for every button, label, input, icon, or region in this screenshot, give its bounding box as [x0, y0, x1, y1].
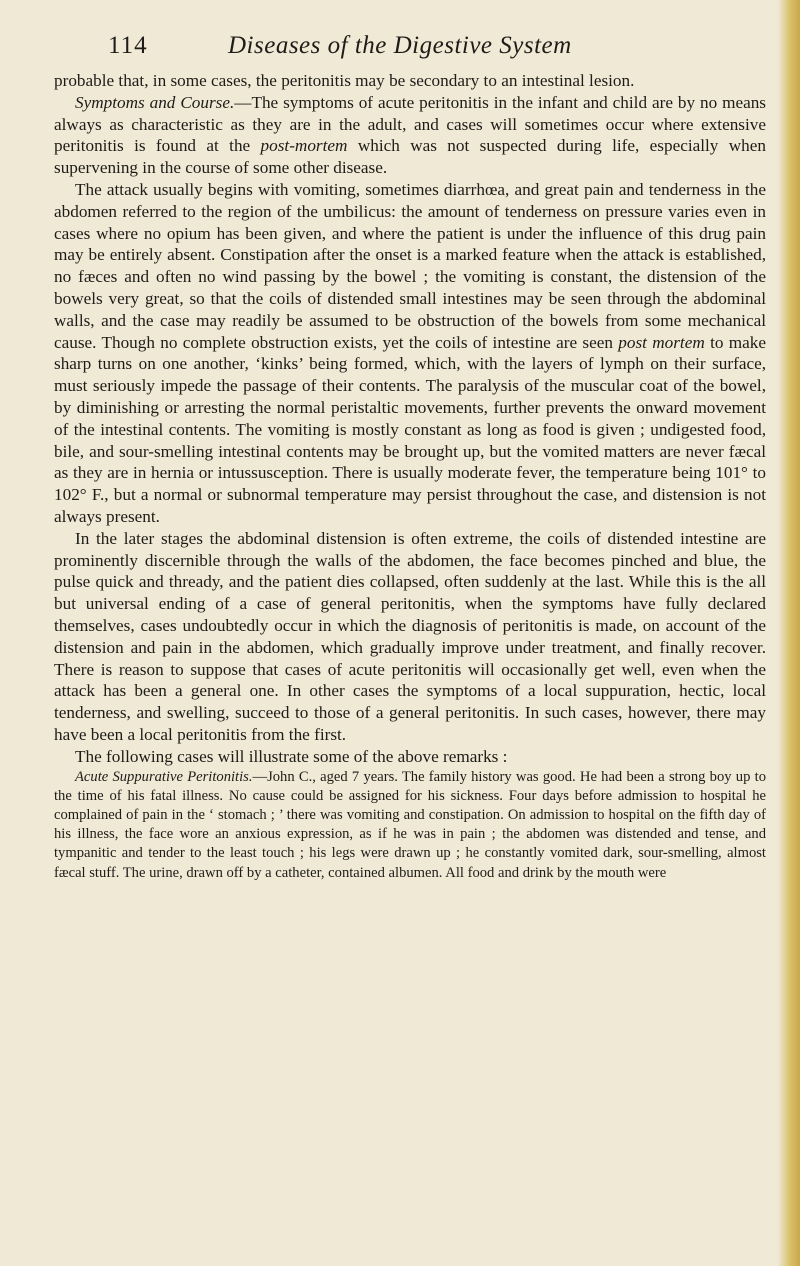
body-text [54, 70, 766, 883]
paragraph-attack [54, 179, 766, 528]
paragraph-italic-term: post mortem [618, 332, 705, 352]
paragraph-text: In the later stages the abdominal distension is often extreme, the coils of distended intestine are prominently discernible through the walls of the abdomen, the face becomes pinched and blue, the pulse quick and thready, and the patient dies collapsed, often suddenly at the last. While this is the all but universal ending of a case of general peritonitis, when the symptoms have fully declared themselves, cases undoubtedly occur in which the diagnosis of peritonitis is made, on account of the distension and pain in the abdomen, which gradually improve under treatment, and finally recover. There is reason to suppose that cases of acute peritonitis will occasionally get well, even when the attack has been a general one. In other cases the symptoms of a local suppuration, hectic, local tenderness, and swelling, succeed to those of a general peritonitis. In such cases, however, there may have been a local peritonitis from the first. [54, 528, 766, 744]
paragraph-text: which was not suspected during life, especially when supervening in the course of some other disease. [54, 136, 766, 178]
paragraph-text: —The symptoms of acute peritonitis in the infant and child are by no means always as characteristic as they are in the adult, and cases will sometimes occur where extensive peritonitis is found at the [54, 92, 766, 156]
case-heading: Acute Suppurative Peritonitis. [75, 768, 253, 785]
page-edge-shadow [778, 0, 800, 1266]
paragraph-text: probable that, in some cases, the peritonitis may be secondary to an intestinal lesion. [54, 71, 635, 90]
page-number: 114 [108, 32, 148, 59]
paragraph-symptoms-and-course [54, 92, 766, 179]
page-header [108, 28, 768, 68]
running-title: Diseases of the Digestive System [228, 32, 572, 59]
case-text: —John C., aged 7 years. The family history was good. He had been a strong boy up to the time of his fatal illness. No cause could be assigned for his sickness. Four days before admission to hospital he complained of pain in the ‘ stomach ; ’ there was vomiting and constipation. On admission to hospital on the fifth day of his illness, the face wore an anxious expression, as if he was in pain ; the abdomen was distended and tense, and tympanitic and tender to the least touch ; his legs were drawn up ; he constantly vomited dark, sour-smelling, almost fæcal stuff. The urine, drawn off by a catheter, contained albumen. All food and drink by the mouth were [54, 768, 766, 881]
paragraph-continuation [54, 70, 766, 92]
paragraph-text: The following cases will illustrate some of the above remarks : [75, 746, 508, 766]
paragraph-text: to make sharp turns on one another, ‘kinks’ being formed, which, with the layers of lymph on their surface, must seriously impede the passage of their contents. The paralysis of the muscular coat of the bowel, by diminishing or arresting the normal peristaltic movements, further prevents the onward movement of the intestinal contents. The vomiting is mostly constant as long as food is given ; undigested food, bile, and sour-smelling intestinal contents may be brought up, but the vomited matters are never fæcal as they are in hernia or intussusception. There is usually moderate fever, the temperature being 101° to 102° F., but a normal or subnormal temperature may persist throughout the case, and distension is not always present. [54, 332, 766, 526]
section-heading: Symptoms and Course. [75, 92, 235, 112]
paragraph-later-stages [54, 528, 766, 746]
paragraph-text: The attack usually begins with vomiting, sometimes diarrhœa, and great pain and tenderness in the abdomen referred to the region of the umbilicus: the amount of tenderness on pressure varies even in cases where no opium has been given, and where the patient is under the influence of this drug pain may be entirely absent. Constipation after the onset is a marked feature when the attack is established, no fæces and often no wind passing by the bowel ; the vomiting is constant, the distension of the bowels very great, so that the coils of distended small intestines may be seen through the abdominal walls, and the case may readily be assumed to be obstruction of the bowels from some mechanical cause. Though no complete obstruction exists, yet the coils of intestine are seen [54, 179, 766, 352]
paragraph-italic-term: post-mortem [260, 136, 348, 156]
paragraph-following-cases [54, 746, 766, 768]
case-report [54, 768, 766, 883]
